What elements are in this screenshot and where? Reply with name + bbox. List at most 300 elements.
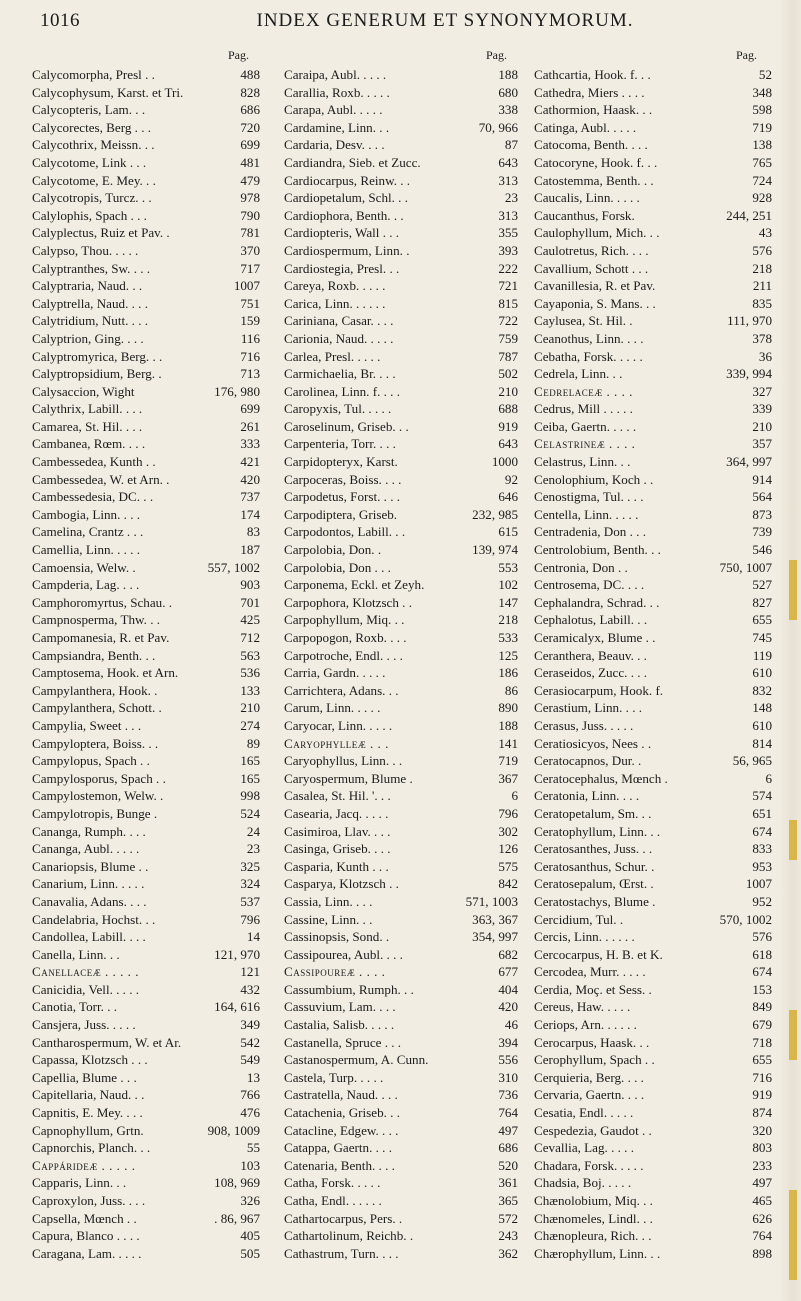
entry-name: Campomanesia, R. et Pav. — [32, 630, 170, 645]
entry-page: 724 — [752, 172, 772, 188]
entry-name: Carpopogon, Roxb. . . . — [284, 630, 407, 645]
index-entry — [534, 471, 772, 489]
entry-page: 6 — [765, 770, 772, 786]
index-entry — [534, 1174, 772, 1192]
index-entry — [32, 400, 260, 418]
index-entry — [534, 541, 772, 559]
index-entry — [32, 523, 260, 541]
entry-page: 677 — [498, 964, 518, 980]
entry-page: 43 — [758, 225, 772, 241]
column-page-label: Pag. — [486, 48, 507, 62]
index-entry — [534, 224, 772, 242]
entry-name: Caryophyllus, Linn. . . — [284, 753, 403, 769]
entry-name: Capnorchis, Planch. . . — [32, 1140, 151, 1156]
entry-name: Capnitis, E. Mey. . . . — [32, 1105, 143, 1121]
entry-page: 765 — [752, 154, 772, 170]
entry-page: 327 — [752, 383, 772, 399]
entry-page: 719 — [752, 119, 772, 135]
index-entry — [32, 348, 260, 366]
entry-name: Caraipa, Aubl. . . . . — [284, 67, 387, 82]
entry-page: 737 — [240, 489, 260, 505]
entry-page: 815 — [498, 295, 518, 311]
index-entry — [284, 682, 518, 700]
entry-name: Camarea, St. Hil. . . . — [32, 418, 143, 434]
entry-page: 563 — [240, 647, 260, 663]
index-entry — [32, 154, 260, 172]
entry-page: 571, 1003 — [465, 893, 518, 909]
index-entry — [284, 576, 518, 594]
index-entry — [284, 1139, 518, 1157]
entry-name: Carpodontos, Labill. . . — [284, 524, 406, 540]
entry-page: 147 — [498, 594, 518, 610]
entry-page: 324 — [240, 876, 260, 892]
entry-name: Canella, Linn. . . — [32, 946, 120, 962]
index-entry — [534, 1210, 772, 1228]
entry-name: Catocoma, Benth. . . . — [534, 137, 648, 153]
entry-page: 421 — [240, 454, 260, 470]
entry-name: Canotia, Torr. . . — [32, 999, 118, 1015]
entry-name: Carica, Linn. . . . . . — [284, 295, 386, 311]
entry-name: Calycorectes, Berg . . . — [32, 119, 152, 135]
index-entry — [284, 418, 518, 436]
index-entry — [534, 1122, 772, 1140]
entry-page: 505 — [240, 1245, 260, 1261]
index-entry — [284, 1069, 518, 1087]
index-entry — [284, 207, 518, 225]
entry-page: 126 — [498, 841, 518, 857]
entry-page: 790 — [240, 207, 260, 223]
index-entry — [284, 787, 518, 805]
entry-name: Chænopleura, Rich. . . — [534, 1228, 652, 1244]
index-entry — [284, 998, 518, 1016]
index-entry — [32, 998, 260, 1016]
entry-name: Cenostigma, Tul. . . . — [534, 489, 644, 505]
index-entry — [534, 488, 772, 506]
entry-page: 432 — [240, 981, 260, 997]
entry-page: 218 — [752, 260, 772, 276]
entry-name: Catinga, Aubl. . . . . — [534, 119, 637, 135]
index-entry — [534, 611, 772, 629]
entry-name: Cansjera, Juss. . . . . — [32, 1017, 136, 1033]
entry-page: 116 — [240, 330, 260, 346]
entry-page: 479 — [240, 172, 260, 188]
entry-page: 425 — [240, 612, 260, 628]
entry-page: 420 — [498, 999, 518, 1015]
entry-page: 186 — [498, 665, 518, 681]
entry-page: 720 — [240, 119, 260, 135]
index-entry — [534, 101, 772, 119]
index-entry — [284, 823, 518, 841]
entry-name: Campyloptera, Boiss. . . — [32, 735, 159, 751]
index-entry — [32, 1227, 260, 1245]
index-entry — [32, 224, 260, 242]
entry-page: 313 — [498, 207, 518, 223]
entry-name: Candollea, Labill. . . . — [32, 929, 146, 945]
index-entry — [534, 119, 772, 137]
index-entry — [284, 383, 518, 401]
index-entry — [32, 365, 260, 383]
entry-page: 832 — [752, 682, 772, 698]
index-entry — [534, 66, 772, 84]
index-entry — [284, 154, 518, 172]
page-number: 1016 — [40, 10, 80, 31]
entry-page: 803 — [752, 1140, 772, 1156]
index-entry — [284, 400, 518, 418]
index-entry — [534, 330, 772, 348]
entry-name: Catha, Forsk. . . . . — [284, 1175, 381, 1191]
entry-name: Carrichtera, Adans. . . — [284, 682, 399, 698]
index-entry — [32, 735, 260, 753]
entry-page: 796 — [240, 911, 260, 927]
entry-page: 873 — [752, 506, 772, 522]
index-entry — [284, 295, 518, 313]
entry-page: 674 — [752, 964, 772, 980]
entry-name: Calycomorpha, Presl . . — [32, 67, 155, 82]
index-entry — [32, 418, 260, 436]
index-entry — [32, 717, 260, 735]
entry-name: Cardiostegia, Presl. . . — [284, 260, 400, 276]
entry-name: Camptosema, Hook. et Arn. — [32, 665, 179, 681]
entry-name: Ceratocapnos, Dur. . — [534, 753, 642, 769]
index-entry — [32, 559, 260, 577]
entry-name: Cassipoureæ . . . . — [284, 964, 386, 980]
entry-name: Catha, Endl. . . . . . — [284, 1193, 382, 1208]
index-entry — [534, 1016, 772, 1034]
entry-name: Caropyxis, Tul. . . . . — [284, 401, 392, 417]
entry-page: 849 — [752, 999, 772, 1015]
entry-page: 570, 1002 — [719, 911, 772, 927]
index-entry — [32, 189, 260, 207]
index-entry — [32, 383, 260, 401]
entry-name: Cerdia, Moç. et Sess. . — [534, 981, 652, 997]
entry-name: Camoensia, Welw. . — [32, 559, 136, 575]
entry-name: Carpodiptera, Griseb. — [284, 506, 398, 522]
entry-page: 952 — [752, 893, 772, 909]
index-entry — [534, 875, 772, 893]
entry-page: 903 — [240, 577, 260, 593]
entry-name: Cereus, Haw. . . . . — [534, 999, 631, 1015]
entry-name: Catenaria, Benth. . . . — [284, 1157, 395, 1173]
entry-name: Cathastrum, Turn. . . . — [284, 1245, 399, 1261]
index-entry — [32, 1174, 260, 1192]
entry-page: 575 — [498, 858, 518, 874]
entry-name: Carolinea, Linn. f. . . . — [284, 383, 400, 399]
entry-page: 736 — [498, 1087, 518, 1103]
entry-name: Calycotome, Link . . . — [32, 154, 147, 170]
entry-page: 833 — [752, 841, 772, 857]
entry-name: Calycotropis, Turcz. . . — [32, 190, 152, 206]
index-entry — [284, 119, 518, 137]
entry-name: Cathcartia, Hook. f. . . — [534, 67, 651, 82]
index-entry — [32, 136, 260, 154]
index-entry — [284, 1245, 518, 1263]
entry-name: Cervaria, Gaertn. . . . — [534, 1087, 645, 1103]
index-entry — [32, 823, 260, 841]
entry-name: Chadara, Forsk. . . . . — [534, 1157, 644, 1173]
entry-name: Calyptrion, Ging. . . . — [32, 330, 144, 346]
index-entry — [32, 875, 260, 893]
entry-page: 355 — [498, 225, 518, 241]
entry-page: 370 — [240, 242, 260, 258]
entry-page: 520 — [498, 1157, 518, 1173]
entry-name: Caroselinum, Griseb. . . — [284, 418, 409, 434]
index-entry — [534, 805, 772, 823]
entry-name: Carlea, Presl. . . . . — [284, 348, 381, 364]
index-entry — [32, 506, 260, 524]
index-entry — [284, 1051, 518, 1069]
entry-name: Capassa, Klotzsch . . . — [32, 1052, 148, 1068]
entry-page: 908, 1009 — [207, 1122, 260, 1138]
index-entry — [534, 523, 772, 541]
entry-page: 420 — [240, 471, 260, 487]
entry-page: 610 — [752, 665, 772, 681]
entry-page: 261 — [240, 418, 260, 434]
index-entry — [534, 1034, 772, 1052]
index-entry — [32, 963, 260, 981]
entry-page: 796 — [498, 805, 518, 821]
entry-name: Centradenia, Don . . . — [534, 524, 646, 540]
entry-name: Cebatha, Forsk. . . . . — [534, 348, 643, 364]
entry-name: Campylostemon, Welw. . — [32, 788, 164, 804]
entry-page: 339 — [752, 401, 772, 417]
index-entry — [534, 963, 772, 981]
entry-name: Catocoryne, Hook. f. . . — [534, 154, 658, 170]
entry-page: 210 — [752, 418, 772, 434]
entry-name: Cardamine, Linn. . . — [284, 119, 390, 135]
index-entry — [534, 1139, 772, 1157]
entry-name: Camelina, Crantz . . . — [32, 524, 144, 540]
entry-name: Calysaccion, Wight — [32, 383, 135, 399]
index-entry — [534, 1104, 772, 1122]
entry-page: 502 — [498, 366, 518, 382]
index-entry — [284, 981, 518, 999]
entry-name: Cerocarpus, Haask. . . — [534, 1034, 650, 1050]
entry-page: 333 — [240, 436, 260, 452]
entry-page: 159 — [240, 313, 260, 329]
entry-page: 218 — [498, 612, 518, 628]
entry-name: Chænomeles, Lindl. . . — [534, 1210, 653, 1226]
column-page-label: Pag. — [228, 48, 249, 62]
entry-name: Casinga, Griseb. . . . — [284, 841, 391, 857]
index-entry — [284, 1034, 518, 1052]
entry-name: Ceratocephalus, Mœnch . — [534, 770, 668, 786]
index-entry — [534, 207, 772, 225]
entry-name: Cardiospermum, Linn. . — [284, 242, 410, 258]
index-entry — [534, 418, 772, 436]
index-entry — [534, 506, 772, 524]
entry-page: 814 — [752, 735, 772, 751]
index-entry — [284, 559, 518, 577]
entry-page: 153 — [752, 981, 772, 997]
entry-name: Ceriops, Arn. . . . . . — [534, 1017, 637, 1033]
index-entry — [534, 383, 772, 401]
entry-page: 133 — [240, 682, 260, 698]
entry-name: Cespedezia, Gaudot . . — [534, 1122, 652, 1138]
entry-name: Calycophysum, Karst. et Tri. — [32, 84, 184, 100]
index-entry — [32, 488, 260, 506]
index-entry — [32, 119, 260, 137]
entry-page: 36 — [758, 348, 772, 364]
entry-page: . 86, 967 — [214, 1210, 260, 1226]
entry-page: 928 — [752, 190, 772, 206]
entry-page: 745 — [752, 630, 772, 645]
entry-page: 394 — [498, 1034, 518, 1050]
entry-page: 750, 1007 — [719, 559, 772, 575]
entry-page: 165 — [240, 753, 260, 769]
entry-page: 1007 — [233, 278, 260, 294]
entry-page: 326 — [240, 1193, 260, 1208]
index-entry — [534, 260, 772, 278]
index-entry — [32, 453, 260, 471]
index-entry — [32, 207, 260, 225]
entry-page: 546 — [752, 542, 772, 558]
entry-page: 13 — [246, 1069, 260, 1085]
entry-page: 405 — [240, 1228, 260, 1244]
index-entry — [284, 66, 518, 84]
entry-name: Cardiopetalum, Schl. . . — [284, 190, 409, 206]
entry-page: 1000 — [491, 454, 518, 470]
entry-page: 890 — [498, 700, 518, 716]
entry-page: 176, 980 — [214, 383, 260, 399]
index-entry — [284, 471, 518, 489]
index-entry — [284, 594, 518, 612]
entry-page: 564 — [752, 489, 772, 505]
index-entry — [32, 1122, 260, 1140]
entry-name: Cathartocarpus, Pers. . — [284, 1210, 403, 1226]
entry-name: Cayaponia, S. Mans. . . — [534, 295, 656, 311]
entry-page: 87 — [504, 137, 518, 153]
entry-name: Campylopus, Spach . . — [32, 753, 150, 769]
entry-page: 187 — [240, 542, 260, 558]
entry-page: 688 — [498, 401, 518, 417]
index-entry — [534, 911, 772, 929]
index-entry — [32, 647, 260, 665]
entry-name: Carpolobia, Don . . . — [284, 559, 391, 575]
entry-name: Caryospermum, Blume . — [284, 770, 413, 786]
index-entry — [284, 277, 518, 295]
entry-name: Ceratosanthes, Juss. . . — [534, 841, 653, 857]
entry-name: Cephalotus, Labill. . . — [534, 612, 648, 628]
index-entry — [32, 277, 260, 295]
entry-name: Caucalis, Linn. . . . . — [534, 190, 640, 206]
entry-page: 363, 367 — [472, 911, 518, 927]
entry-page: 716 — [752, 1069, 772, 1085]
index-entry — [534, 312, 772, 330]
entry-name: Capsella, Mœnch . . — [32, 1210, 137, 1226]
entry-page: 86 — [504, 682, 518, 698]
entry-page: 576 — [752, 242, 772, 258]
entry-name: Casalea, St. Hil. '. . . — [284, 788, 391, 804]
entry-page: 274 — [240, 717, 260, 733]
entry-name: Careya, Roxb. . . . . — [284, 278, 386, 294]
entry-name: Carapa, Aubl. . . . . — [284, 102, 383, 118]
entry-page: 914 — [752, 471, 772, 487]
entry-name: Candelabria, Hochst. . . — [32, 911, 156, 927]
entry-page: 610 — [752, 717, 772, 733]
entry-name: Carpenteria, Torr. . . . — [284, 436, 396, 452]
entry-name: Campylotropis, Bunge . — [32, 805, 158, 821]
entry-name: Cercidium, Tul. . — [534, 911, 624, 927]
entry-name: Cathartolinum, Reichb. . — [284, 1228, 414, 1244]
entry-name: Centrosema, DC. . . . — [534, 577, 645, 593]
index-entry — [534, 893, 772, 911]
entry-page: 70, 966 — [478, 119, 518, 135]
entry-page: 533 — [498, 630, 518, 645]
index-entry — [32, 1086, 260, 1104]
entry-name: Carum, Linn. . . . . — [284, 700, 381, 716]
index-entry — [534, 242, 772, 260]
entry-page: 232, 985 — [472, 506, 518, 522]
page-edge — [779, 0, 801, 1301]
entry-page: 682 — [498, 946, 518, 962]
entry-page: 655 — [752, 1052, 772, 1068]
entry-name: Canellaceæ . . . . . — [32, 964, 139, 980]
entry-page: 367 — [498, 770, 518, 786]
entry-name: Campnosperma, Thw. . . — [32, 612, 161, 628]
index-entry — [284, 875, 518, 893]
entry-page: 655 — [752, 612, 772, 628]
entry-page: 721 — [498, 278, 518, 294]
index-entry — [32, 928, 260, 946]
entry-name: Carallia, Roxb. . . . . — [284, 84, 390, 100]
index-entry — [534, 770, 772, 788]
entry-name: Ceratosepalum, Œrst. . — [534, 876, 654, 892]
entry-name: Cappárideæ . . . . . — [32, 1157, 136, 1173]
index-entry — [32, 172, 260, 190]
index-entry — [534, 787, 772, 805]
entry-page: 243 — [498, 1228, 518, 1244]
entry-name: Castanella, Spruce . . . — [284, 1034, 402, 1050]
index-entry — [32, 1016, 260, 1034]
entry-name: Campylanthera, Schott. . — [32, 700, 162, 716]
entry-page: 23 — [246, 841, 260, 857]
index-entry — [284, 172, 518, 190]
entry-name: Carpotroche, Endl. . . . — [284, 647, 403, 663]
entry-name: Carponema, Eckl. et Zeyh. — [284, 577, 425, 593]
entry-name: Cedrelaceæ . . . . — [534, 383, 633, 399]
index-entry — [534, 189, 772, 207]
entry-page: 722 — [498, 313, 518, 329]
entry-name: Cavallium, Schott . . . — [534, 260, 649, 276]
index-entry — [284, 101, 518, 119]
index-entry — [534, 1086, 772, 1104]
index-entry — [32, 1157, 260, 1175]
index-entry — [534, 699, 772, 717]
index-entry — [534, 647, 772, 665]
entry-page: 362 — [498, 1245, 518, 1261]
entry-page: 536 — [240, 665, 260, 681]
entry-name: Calyptrella, Naud. . . . — [32, 295, 148, 311]
index-entry — [32, 84, 260, 102]
entry-page: 320 — [752, 1122, 772, 1138]
entry-page: 211 — [752, 278, 772, 294]
entry-page: 719 — [498, 753, 518, 769]
index-entry — [284, 858, 518, 876]
index-entry — [32, 471, 260, 489]
entry-page: 718 — [752, 1034, 772, 1050]
entry-name: Cambogia, Linn. . . . — [32, 506, 141, 522]
entry-page: 339, 994 — [726, 366, 772, 382]
entry-name: Cenolophium, Koch . . — [534, 471, 654, 487]
entry-page: 244, 251 — [726, 207, 772, 223]
index-entry — [284, 717, 518, 735]
entry-page: 553 — [498, 559, 518, 575]
entry-page: 338 — [498, 102, 518, 118]
entry-name: Canarium, Linn. . . . . — [32, 876, 145, 892]
index-entry — [284, 611, 518, 629]
index-entry — [32, 629, 260, 647]
index-entry — [534, 435, 772, 453]
